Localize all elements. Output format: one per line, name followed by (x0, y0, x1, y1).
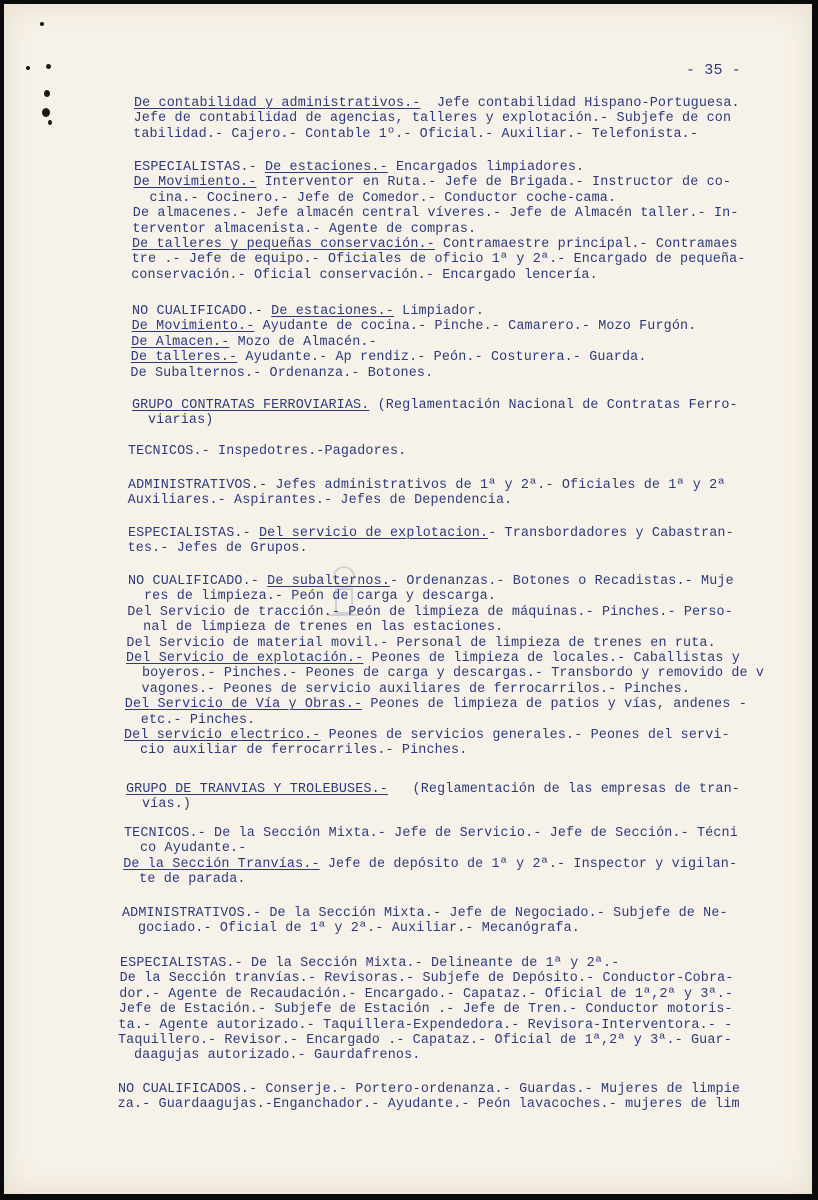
text-run: Jefe de contabilidad de agencias, talleres y explotación.- Subjefe de con (133, 111, 732, 127)
text-run: vías.) (125, 797, 192, 813)
text-line (124, 743, 468, 759)
document-page (4, 4, 812, 1194)
text-line (132, 252, 746, 268)
text-run: - Ordenanzas.- Botones o Recadistas.- Muje (389, 574, 734, 589)
underlined-heading: Del Servicio de Vía y Obras.- (124, 697, 363, 713)
underlined-heading: De talleres y pequeñas conservación.- (132, 237, 435, 252)
text-run: De la Sección tranvías.- Revisoras.- Subjefe de Depósito.- Conductor-Cobra- (119, 971, 734, 987)
text-run: (Reglamentación Nacional de Contratas Ferro- (369, 398, 738, 413)
text-line (133, 127, 698, 143)
text-line (123, 872, 246, 888)
text-run: Contramaestre principal.- Contramaes (434, 237, 738, 252)
underlined-heading: Del servicio de explotacion. (258, 526, 489, 541)
text-line (118, 1018, 732, 1034)
text-run: Jefe de depósito de 1ª y 2ª.- Inspector y vigilan- (319, 856, 738, 872)
underlined-heading: De Almacen.- (131, 334, 230, 350)
underlined-heading: De contabilidad y administrativos.- (134, 96, 421, 111)
text-run: TECNICOS.- De la Sección Mixta.- Jefe de Servicio.- Jefe de Sección.- Técni (124, 826, 738, 841)
text-line (122, 921, 580, 937)
text-run: nal de limpieza de trenes en las estaciones. (126, 620, 504, 636)
text-line (128, 574, 734, 590)
text-line (131, 335, 377, 351)
text-run: tre .- Jefe de equipo.- Oficiales de oficio 1ª y 2ª.- Encargado de pequeña- (131, 252, 746, 268)
text-run: cina.- Cocinero.- Jefe de Comedor.- Conductor coche-cama. (133, 190, 617, 206)
text-line (134, 160, 584, 176)
text-line (133, 206, 739, 222)
text-line (133, 191, 616, 207)
text-run: NO CUALIFICADO.- (132, 304, 272, 319)
paragraph-administrativos-1 (4, 478, 812, 513)
text-run: viarias) (131, 413, 214, 429)
text-line (132, 413, 214, 429)
paragraph-tecnicos-2 (4, 826, 812, 892)
underlined-heading: De Movimiento.- (131, 319, 255, 335)
text-run: te de parada. (122, 872, 246, 888)
paragraph-tecnicos-1 (4, 444, 812, 463)
text-line (122, 906, 728, 922)
text-run: tabilidad.- Cajero.- Contable 1º.- Oficial.- Auxiliar.- Telefonista.- (133, 126, 698, 142)
paragraph-especialistas-2 (4, 526, 812, 561)
text-line (127, 605, 733, 621)
text-run: co Ayudante.- (123, 841, 247, 857)
text-line (126, 797, 192, 813)
text-line (124, 841, 247, 857)
text-run: NO CUALIFICADOS.- Conserje.- Portero-ordenanza.- Guardas.- Mujeres de limpie (118, 1082, 741, 1097)
text-line (130, 366, 433, 382)
underlined-heading: GRUPO DE TRANVIAS Y TROLEBUSES.- (126, 782, 388, 797)
text-run: cio auxiliar de ferrocarriles.- Pinches. (123, 743, 468, 759)
text-line (126, 782, 740, 798)
underlined-heading: De estaciones.- (271, 304, 394, 319)
underlined-heading: De Movimiento.- (133, 175, 257, 191)
paragraph-grupo-contratas (4, 398, 812, 433)
text-run: Del Servicio de tracción.- Peón de limpieza de máquinas.- Pinches.- Perso- (127, 604, 733, 620)
text-run: ESPECIALISTAS.- De la Sección Mixta.- Delineante de 1ª y 2ª.- (120, 956, 620, 971)
text-line (134, 175, 732, 191)
text-run: Peones de servicios generales.- Peones del servi- (320, 728, 730, 743)
text-run: Jefe contabilidad Hispano-Portuguesa. (420, 96, 740, 111)
document-body (4, 4, 812, 1194)
text-line (128, 493, 513, 509)
text-line (119, 987, 733, 1003)
text-line (132, 319, 697, 335)
text-line (118, 1097, 740, 1113)
text-run: vagones.- Peones de servicio auxiliares de ferrocarrilos.- Pinches. (125, 681, 690, 697)
text-line (125, 697, 747, 713)
underlined-heading: Del Servicio de explotación.- (126, 651, 364, 666)
text-line (120, 971, 734, 987)
underlined-heading: De subalternos. (267, 574, 390, 589)
text-line (119, 1002, 733, 1018)
text-run: - Transbordadores y Cabastran- (488, 526, 734, 541)
underlined-heading: GRUPO CONTRATAS FERROVIARIAS. (132, 398, 370, 413)
underlined-heading: De talleres.- (130, 350, 238, 366)
text-run: Limpiador. (393, 304, 485, 319)
underlined-heading: De la Sección Tranvías.- (123, 856, 320, 872)
text-line (132, 222, 476, 238)
paragraph-contabilidad (4, 96, 812, 146)
paragraph-no-cualificado-2 (4, 574, 812, 763)
text-run: Encargados limpiadores. (387, 160, 585, 175)
text-line (132, 398, 738, 414)
underlined-heading: Del servicio electrico.- (124, 728, 321, 743)
text-run: TECNICOS.- Inspedotres.-Pagadores. (128, 444, 407, 459)
text-line (132, 237, 738, 253)
paragraph-administrativos-2 (4, 906, 812, 941)
text-run: Auxiliares.- Aspirantes.- Jefes de Dependencia. (127, 493, 513, 509)
text-run: ta.- Agente autorizado.- Taquillera-Expendedora.- Revisora-Interventora.- - (118, 1017, 733, 1033)
text-line (125, 682, 690, 698)
text-run: etc.- Pinches. (124, 712, 256, 728)
text-run: za.- Guardaagujas.-Enganchador.- Ayudante.- Peón lavacoches.- mujeres de lim (117, 1097, 740, 1113)
text-line (128, 589, 496, 605)
text-line (128, 444, 406, 460)
text-line (126, 666, 764, 682)
text-line (131, 268, 598, 284)
text-run: terventor almacenista.- Agente de compras. (132, 221, 477, 237)
text-run: De Subalternos.- Ordenanza.- Botones. (130, 365, 434, 381)
text-run: Peones de limpieza de patios y vías, andenes - (362, 697, 747, 713)
text-run: Interventor en Ruta.- Jefe de Brigada.- Instructor de co- (256, 175, 732, 191)
text-line (134, 111, 732, 127)
text-run: conservación.- Oficial conservación.- Encargado lencería. (131, 267, 598, 283)
text-line (118, 1033, 732, 1049)
text-run: ADMINISTRATIVOS.- De la Sección Mixta.- Jefe de Negociado.- Subjefe de Ne- (122, 906, 728, 921)
text-line (124, 826, 738, 842)
text-line (120, 956, 619, 972)
page-number: - 35 - (686, 62, 741, 79)
text-run: Mozo de Almacén.- (229, 334, 377, 350)
text-run: tes.- Jefes de Grupos. (127, 541, 308, 557)
text-run: Jefe de Estación.- Subjefe de Estación .- Jefe de Tren.- Conductor motoris- (118, 1002, 733, 1018)
text-run: res de limpieza.- Peón de carga y descarga. (127, 589, 496, 605)
text-line (132, 304, 484, 320)
text-line (134, 96, 740, 112)
text-line (128, 478, 726, 494)
text-run: Ayudante de cocina.- Pinche.- Camarero.- Mozo Furgón. (254, 319, 697, 335)
text-line (124, 713, 255, 729)
text-run: ADMINISTRATIVOS.- Jefes administrativos de 1ª y 2ª.- Oficiales de 1ª y 2ª (128, 478, 726, 493)
text-line (118, 1082, 740, 1098)
text-run: (Reglamentación de las empresas de tran- (387, 782, 740, 797)
paragraph-especialistas-1 (4, 160, 812, 287)
text-run: ESPECIALISTAS.- (134, 160, 265, 175)
text-run: gociado.- Oficial de 1ª y 2ª.- Auxiliar.- Mecanógrafa. (121, 921, 580, 937)
text-run: ESPECIALISTAS.- (128, 526, 259, 541)
text-line (127, 620, 504, 636)
paragraph-especialistas-3 (4, 956, 812, 1068)
paragraph-grupo-tranvias (4, 782, 812, 817)
text-line (128, 526, 734, 542)
text-run: Ayudante.- Ap rendiz.- Peón.- Costurera.- Guarda. (237, 350, 647, 366)
text-line (118, 1048, 421, 1064)
text-run: daagujas autorizado.- Gaurdafrenos. (117, 1048, 421, 1064)
text-line (124, 728, 730, 744)
text-run: dor.- Agente de Recaudación.- Encargado.- Capataz.- Oficial de 1ª,2ª y 3ª.- (119, 986, 734, 1002)
text-run: Peones de limpieza de locales.- Caballistas y (363, 651, 740, 666)
text-run: De almacenes.- Jefe almacén central víveres.- Jefe de Almacén taller.- In- (132, 206, 739, 222)
paragraph-no-cualificados-3 (4, 1082, 812, 1117)
text-run: NO CUALIFICADO.- (128, 574, 268, 589)
text-line (128, 541, 308, 557)
text-line (126, 636, 715, 652)
text-run: boyeros.- Pinches.- Peones de carga y descargas.- Transbordo y removido de v (125, 666, 765, 682)
text-line (126, 651, 740, 667)
text-run: Taquillero.- Revisor.- Encargado .- Capataz.- Oficial de 1ª,2ª y 3ª.- Guar- (118, 1033, 732, 1048)
underlined-heading: De estaciones.- (264, 160, 388, 175)
text-line (131, 350, 647, 366)
text-run: Del Servicio de material movil.- Personal de limpieza de trenes en ruta. (126, 635, 716, 651)
text-line (123, 857, 737, 873)
paragraph-no-cualificado-1 (4, 304, 812, 385)
